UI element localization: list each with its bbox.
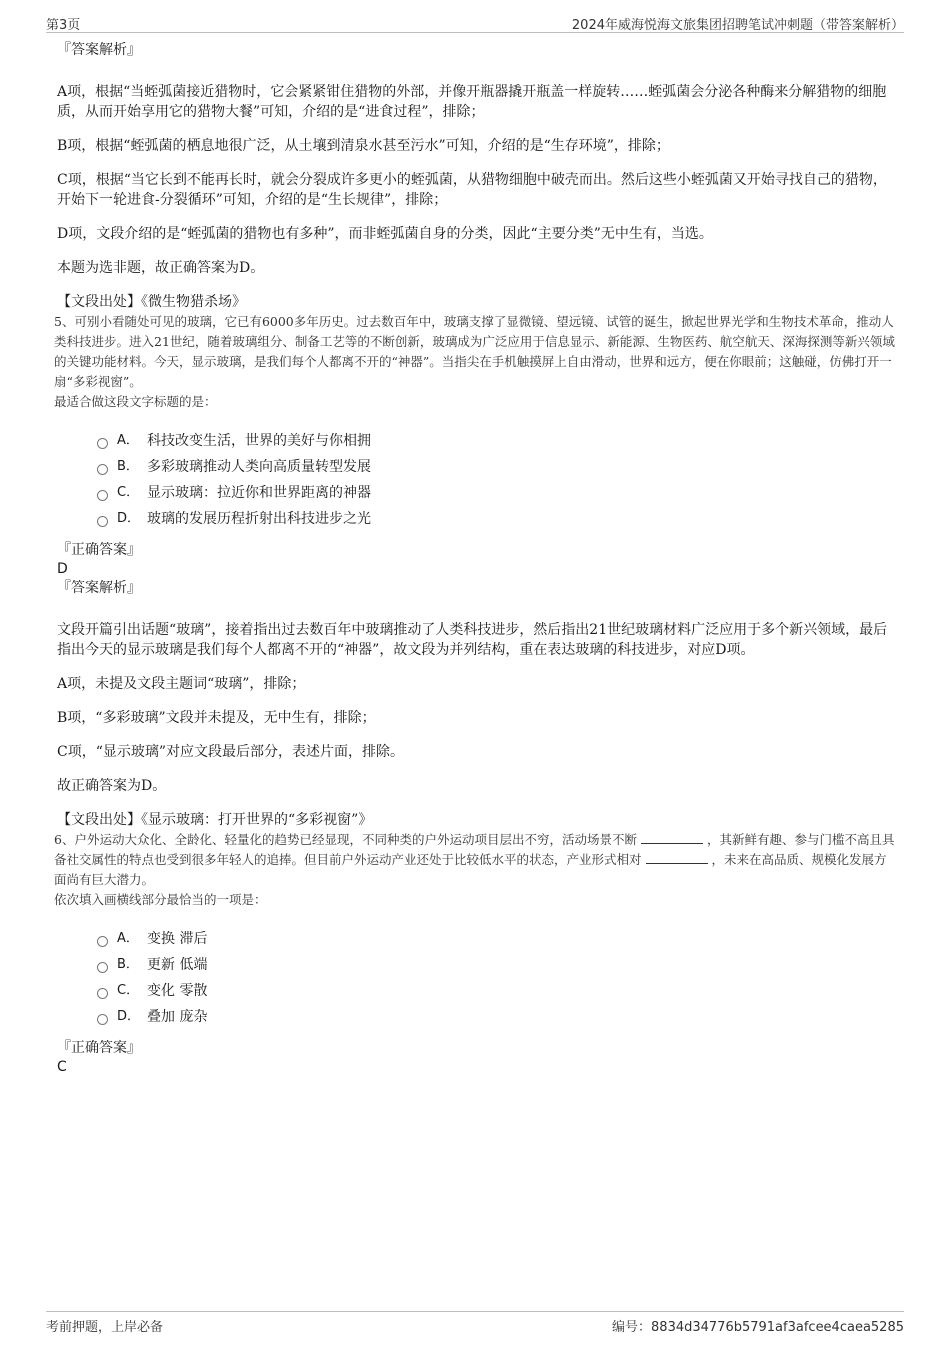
analysis-option-b: B项，“多彩玻璃”文段并未提及，无中生有，排除； <box>57 710 376 726</box>
document-id: 编号：8834d34776b5791af3afcee4caea5285 <box>612 1320 904 1335</box>
page-footer <box>46 1311 904 1334</box>
footer-slogan: 考前押题，上岸必备 <box>46 1320 164 1335</box>
analysis-conclusion: 故正确答案为D。 <box>57 778 167 794</box>
radio-button[interactable] <box>97 464 108 475</box>
radio-button[interactable] <box>97 1014 108 1025</box>
radio-button[interactable] <box>97 438 108 449</box>
analysis-option-b: B项，根据“蛭弧菌的栖息地很广泛，从土壤到清泉水甚至污水”可知，介绍的是“生存环境”，排除； <box>57 138 670 154</box>
source-citation: 【文段出处】《显示玻璃：打开世界的“多彩视窗”》 <box>57 812 373 828</box>
option-b[interactable]: B． 多彩玻璃推动人类向高质量转型发展 <box>97 454 895 480</box>
analysis-option-a: A项，根据“当蛭弧菌接近猎物时，它会紧紧钳住猎物的外部，并像开瓶器撬开瓶盖一样旋转……蛭弧菌会分泌各种酶来分解猎物的细胞质，从而开始享用它的猎物大餐”可知，介绍的是“进食过程”，排除； <box>57 84 887 120</box>
page-content <box>54 40 895 1076</box>
correct-answer-label: 『正确答案』 <box>57 542 141 558</box>
analysis-option-c: C项，“显示玻璃”对应文段最后部分，表述片面，排除。 <box>57 744 405 760</box>
analysis-option-c: C项，根据“当它长到不能再长时，就会分裂成许多更小的蛭弧菌，从猎物细胞中破壳而出。然后这些小蛭弧菌又开始寻找自己的猎物，开始下一轮进食-分裂循环”可知，介绍的是“生长规律”，排除； <box>57 172 887 208</box>
option-b[interactable]: B． 更新 低端 <box>97 952 895 978</box>
correct-answer: C <box>57 1059 67 1075</box>
option-c[interactable]: C． 显示玻璃：拉近你和世界距离的神器 <box>97 480 895 506</box>
analysis-main: 文段开篇引出话题“玻璃”，接着指出过去数百年中玻璃推动了人类科技进步，然后指出21世纪玻璃材料广泛应用于多个新兴领域，最后指出今天的显示玻璃是我们每个人都离不开的“神器”，故文段为并列结构，重在表达玻璃的科技进步，对应D项。 <box>57 622 888 658</box>
option-a[interactable]: A． 科技改变生活，世界的美好与你相拥 <box>97 428 895 454</box>
question-6-options <box>97 926 895 1030</box>
option-d[interactable]: D． 玻璃的发展历程折射出科技进步之光 <box>97 506 895 532</box>
analysis-conclusion: 本题为选非题，故正确答案为D。 <box>57 260 265 276</box>
correct-answer: D <box>57 561 68 577</box>
question-5-options <box>97 428 895 532</box>
analysis-option-a: A项，未提及文段主题词“玻璃”，排除； <box>57 676 306 692</box>
page-number: 第3页 <box>46 18 81 33</box>
source-citation: 【文段出处】《微生物猎杀场》 <box>57 294 246 310</box>
analysis-label: 『答案解析』 <box>57 42 141 58</box>
option-c[interactable]: C． 变化 零散 <box>97 978 895 1004</box>
fill-blank-1 <box>641 831 703 844</box>
question-6-prompt: 依次填入画横线部分最恰当的一项是： <box>54 892 267 907</box>
question-5-stem: 5、可别小看随处可见的玻璃，它已有6000多年历史。过去数百年中，玻璃支撑了显微镜、望远镜、试管的诞生，掀起世界光学和生物技术革命，推动人类科技进步。进入21世纪，随着玻璃组分、制备工艺等的不断创新，玻璃成为广泛应用于信息显示、新能源、生物医药、航空航天、深海探测等新兴领域的关键功能材料。今天，显示玻璃，是我们每个人都离不开的“神器”。当指尖在手机触摸屏上自由滑动，世界和远方，便在你眼前；这触碰，仿佛打开一扇“多彩视窗”。 <box>54 314 895 389</box>
radio-button[interactable] <box>97 988 108 999</box>
radio-button[interactable] <box>97 936 108 947</box>
analysis-option-d: D项，文段介绍的是“蛭弧菌的猎物也有多种”，而非蛭弧菌自身的分类，因此“主要分类”无中生有，当选。 <box>57 226 713 242</box>
radio-button[interactable] <box>97 962 108 973</box>
radio-button[interactable] <box>97 490 108 501</box>
option-d[interactable]: D． 叠加 庞杂 <box>97 1004 895 1030</box>
correct-answer-label: 『正确答案』 <box>57 1040 141 1056</box>
fill-blank-2 <box>646 851 708 864</box>
question-5-prompt: 最适合做这段文字标题的是： <box>54 394 217 409</box>
page-header <box>46 12 904 33</box>
question-6-stem: 6、户外运动大众化、全龄化、轻量化的趋势已经显现，不同种类的户外运动项目层出不穷，活动场景不断 ，其新鲜有趣、参与门槛不高且具备社交属性的特点也受到很多年轻人的追捧。但目前户外运动产业还处于比较低水平的状态，产业形式相对 ，未来在高品质、规模化发展方面尚有巨大潜力。 <box>54 832 895 887</box>
radio-button[interactable] <box>97 516 108 527</box>
analysis-label: 『答案解析』 <box>57 580 141 596</box>
option-a[interactable]: A． 变换 滞后 <box>97 926 895 952</box>
document-title: 2024年威海悦海文旅集团招聘笔试冲刺题（带答案解析） <box>571 18 904 33</box>
